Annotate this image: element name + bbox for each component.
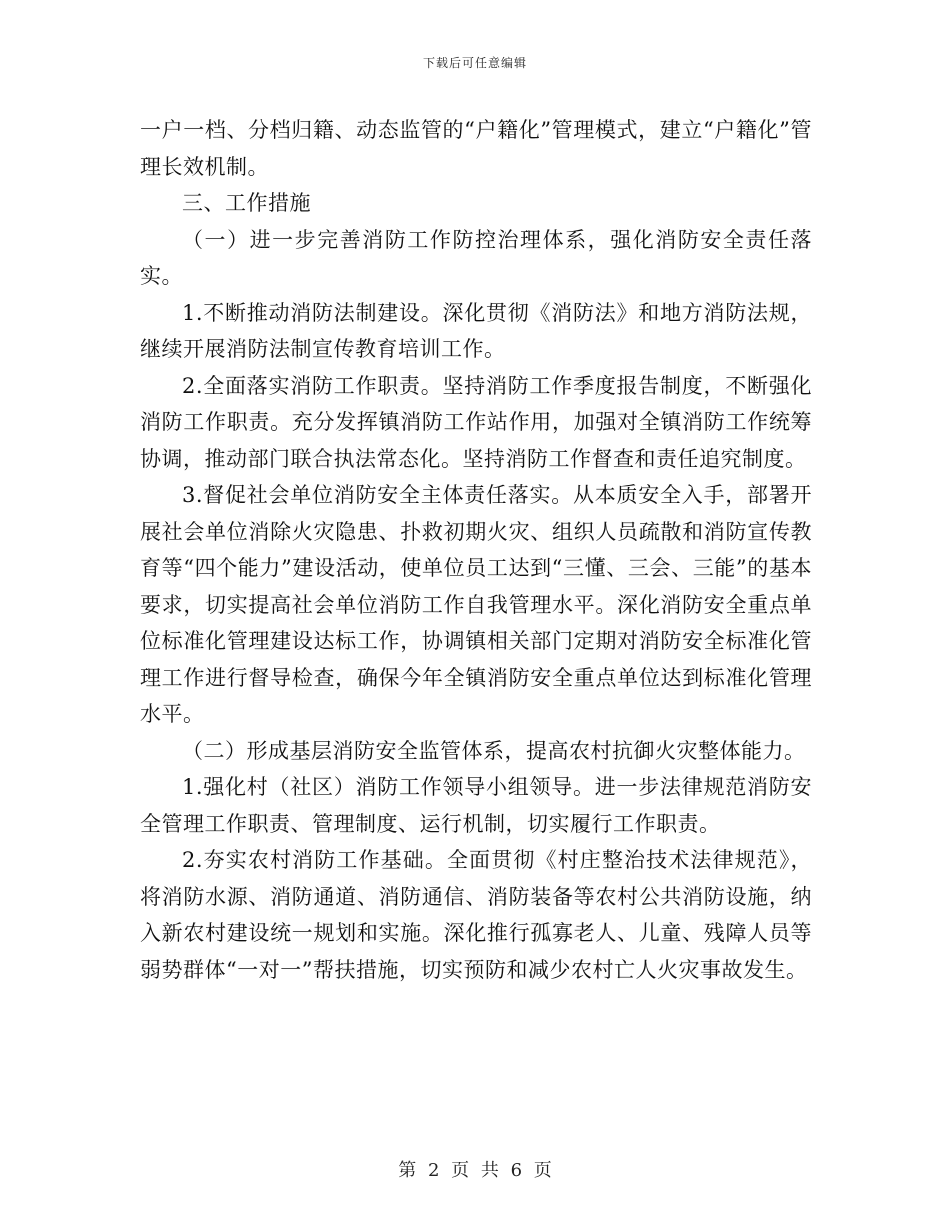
subsection-heading-2: （二）形成基层消防安全监管体系，提高农村抗御火灾整体能力。	[182, 738, 806, 763]
paragraph-item-1-3: 3.督促社会单位消防安全主体责任落实。从本质安全入手，部署开展社会单位消除火灾隐患、扑救初期火灾、组织人员疏散和消防宣传教育等“四个能力”建设活动，使单位员工达到“三懂、三会、三能”的基本要求，切实提高社会单位消防工作自我管理水平。深化消防安全重点单位标准化管理建设达标工作，协调镇相关部门定期对消防安全标准化管理工作进行督导检查，确保今年全镇消防安全重点单位达到标准化管理水平。	[140, 483, 812, 726]
subsection-heading-1: （一）进一步完善消防工作防控治理体系，强化消防安全责任落实。	[140, 227, 812, 288]
total-pages-number: 6	[510, 1160, 523, 1181]
footer-mid: 页 共	[451, 1160, 499, 1181]
paragraph-1: 一户一档、分档归籍、动态监管的“户籍化”管理模式，建立“户籍化”管理长效机制。	[140, 118, 812, 179]
footer-prefix: 第	[398, 1160, 417, 1181]
document-body	[140, 112, 812, 988]
page-header: 下载后可任意编辑	[422, 56, 527, 70]
paragraph-item-1-2: 2.全面落实消防工作职责。坚持消防工作季度报告制度，不断强化消防工作职责。充分发挥镇消防工作站作用，加强对全镇消防工作统筹协调，推动部门联合执法常态化。坚持消防工作督查和责任追究制度。	[140, 373, 812, 471]
section-heading: 三、工作措施	[182, 191, 311, 215]
current-page-number: 2	[427, 1160, 440, 1181]
paragraph-item-2-1: 1.强化村（社区）消防工作领导小组领导。进一步法律规范消防安全管理工作职责、管理制度、运行机制，切实履行工作职责。	[140, 775, 812, 836]
paragraph-item-2-2: 2.夯实农村消防工作基础。全面贯彻《村庄整治技术法律规范》，将消防水源、消防通道、消防通信、消防装备等农村公共消防设施，纳入新农村建设统一规划和实施。深化推行孤寡老人、儿童、残障人员等弱势群体“一对一”帮扶措施，切实预防和减少农村亡人火灾事故发生。	[140, 848, 812, 982]
page-footer	[0, 1156, 950, 1182]
paragraph-item-1-1: 1.不断推动消防法制建设。深化贯彻《消防法》和地方消防法规，继续开展消防法制宣传教育培训工作。	[140, 300, 812, 361]
footer-suffix: 页	[533, 1160, 552, 1181]
